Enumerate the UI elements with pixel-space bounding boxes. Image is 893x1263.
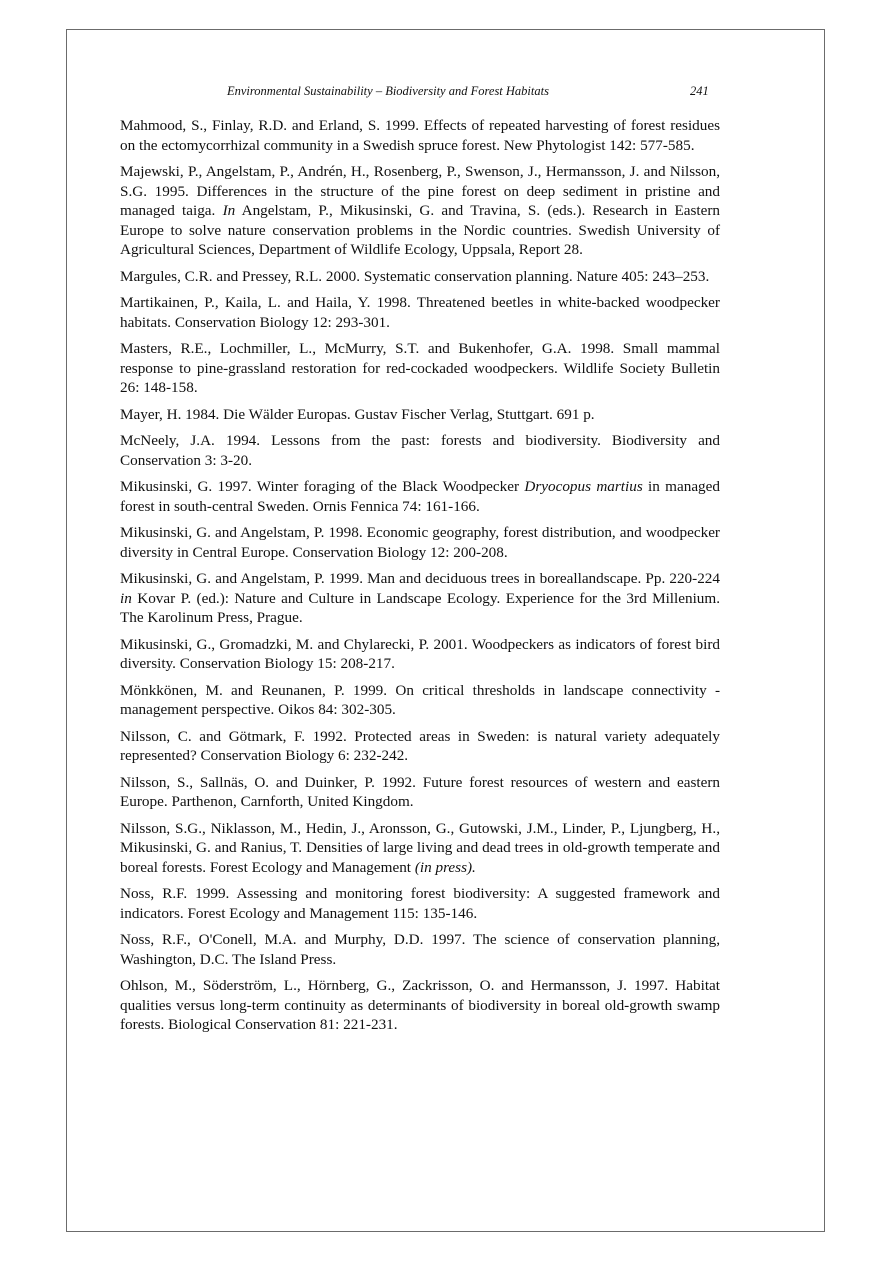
reference-entry: Nilsson, S., Sallnäs, O. and Duinker, P. 1992. Future forest resources of western and eastern Europe. Parthenon, Carnforth, United Kingdom. — [120, 773, 720, 810]
reference-entry: Mikusinski, G. 1997. Winter foraging of the Black Woodpecker Dryocopus martius in managed forest in south-central Sweden. Ornis Fennica 74: 161-166. — [120, 478, 720, 515]
reference-list — [120, 116, 720, 1042]
reference-entry: Martikainen, P., Kaila, L. and Haila, Y. 1998. Threatened beetles in white-backed woodpecker habitats. Conservation Biology 12: 293-301. — [120, 294, 720, 331]
reference-entry: Mönkkönen, M. and Reunanen, P. 1999. On critical thresholds in landscape connectivity - management perspective. Oikos 84: 302-305. — [120, 681, 720, 718]
page-number: 241 — [690, 84, 709, 98]
reference-entry: Noss, R.F. 1999. Assessing and monitoring forest biodiversity: A suggested framework and indicators. Forest Ecology and Management 115: 135-146. — [120, 885, 720, 922]
reference-entry: Mayer, H. 1984. Die Wälder Europas. Gustav Fischer Verlag, Stuttgart. 691 p. — [120, 405, 595, 423]
running-title: Environmental Sustainability – Biodiversity and Forest Habitats — [227, 84, 549, 98]
reference-entry: Masters, R.E., Lochmiller, L., McMurry, S.T. and Bukenhofer, G.A. 1998. Small mammal response to pine-grassland restoration for red-cockaded woodpeckers. Wildlife Society Bulletin 26: 148-158. — [120, 340, 720, 396]
document-page — [66, 29, 825, 1232]
reference-entry: Ohlson, M., Söderström, L., Hörnberg, G., Zackrisson, O. and Hermansson, J. 1997. Habitat qualities versus long-term continuity as determinants of biodiversity in boreal old-growth swamp forests. Biological Conservation 81: 221-231. — [120, 977, 720, 1033]
reference-entry: Majewski, P., Angelstam, P., Andrén, H., Rosenberg, P., Swenson, J., Hermansson, J. and Nilsson, S.G. 1995. Differences in the structure of the pine forest on deep sediment in pristine and managed taiga. In Angelstam, P., Mikusinski, G. and Travina, S. (eds.). Research in Eastern Europe to solve nature conservation problems in the Nordic countries. Swedish University of Agricultural Sciences, Department of Wildlife Ecology, Uppsala, Report 28. — [120, 163, 720, 258]
reference-entry: Mikusinski, G. and Angelstam, P. 1999. Man and deciduous trees in boreallandscape. Pp. 220-224 in Kovar P. (ed.): Nature and Culture in Landscape Ecology. Experience for the 3rd Millenium. The Karolinum Press, Prague. — [120, 570, 720, 626]
reference-entry: Noss, R.F., O'Conell, M.A. and Murphy, D.D. 1997. The science of conservation planning, Washington, D.C. The Island Press. — [120, 931, 720, 968]
running-head — [67, 84, 824, 102]
reference-entry: Nilsson, C. and Götmark, F. 1992. Protected areas in Sweden: is natural variety adequately represented? Conservation Biology 6: 232-242. — [120, 727, 720, 764]
reference-entry: Margules, C.R. and Pressey, R.L. 2000. Systematic conservation planning. Nature 405: 243–253. — [120, 267, 710, 285]
reference-entry: McNeely, J.A. 1994. Lessons from the past: forests and biodiversity. Biodiversity and Conservation 3: 3-20. — [120, 432, 720, 469]
reference-entry: Mikusinski, G., Gromadzki, M. and Chylarecki, P. 2001. Woodpeckers as indicators of forest bird diversity. Conservation Biology 15: 208-217. — [120, 635, 720, 672]
reference-entry: Nilsson, S.G., Niklasson, M., Hedin, J., Aronsson, G., Gutowski, J.M., Linder, P., Ljungberg, H., Mikusinski, G. and Ranius, T. Densities of large living and dead trees in old-growth temperate and boreal forests. Forest Ecology and Management (in press). — [120, 819, 720, 876]
reference-entry: Mikusinski, G. and Angelstam, P. 1998. Economic geography, forest distribution, and woodpecker diversity in Central Europe. Conservation Biology 12: 200-208. — [120, 524, 720, 561]
reference-entry: Mahmood, S., Finlay, R.D. and Erland, S. 1999. Effects of repeated harvesting of forest residues on the ectomycorrhizal community in a Swedish spruce forest. New Phytologist 142: 577-585. — [120, 117, 720, 154]
